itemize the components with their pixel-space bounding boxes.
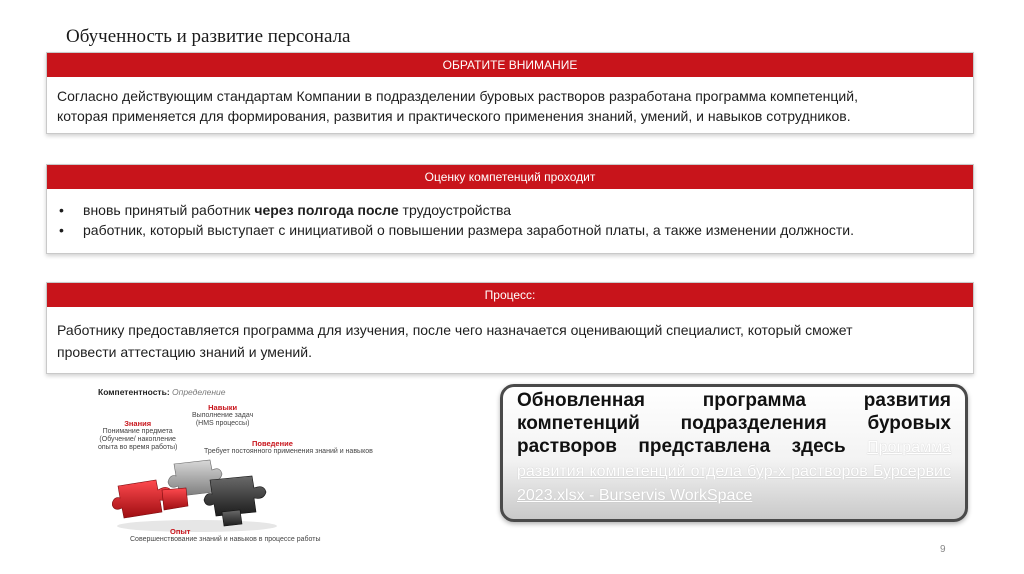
assessment-body xyxy=(47,189,973,240)
assessment-list xyxy=(57,200,961,240)
assessment-header: Оценку компетенций проходит xyxy=(47,165,973,189)
experience-desc: Совершенствование знаний и навыков в процессе работы xyxy=(130,536,321,543)
behavior-desc: Требует постоянного применения знаний и навыков xyxy=(204,448,373,455)
behavior-label: Поведение xyxy=(252,439,293,448)
skills-label: Навыки xyxy=(208,403,238,412)
puzzle-piece-dark-tab xyxy=(222,510,242,526)
item-text: трудоустройства xyxy=(398,202,512,218)
knowledge-desc: опыта во время работы) xyxy=(98,444,178,451)
knowledge-label: Знания xyxy=(124,419,152,428)
process-line-2: провести аттестацию знаний и умений. xyxy=(57,344,312,360)
attention-box xyxy=(46,52,974,134)
item-text: вновь принятый работник xyxy=(83,202,255,218)
attention-header: ОБРАТИТЕ ВНИМАНИЕ xyxy=(47,53,973,77)
puzzle-illustration xyxy=(112,454,282,534)
page-number: 9 xyxy=(940,544,946,555)
process-box xyxy=(46,282,974,374)
competence-diagram xyxy=(92,380,373,555)
puzzle-piece-red-2 xyxy=(162,488,188,510)
skills-label-group xyxy=(192,404,253,428)
program-link[interactable]: Программа развития компетенций отдела бур-х растворов Бурсервис 2023.xlsx - Burservis WorkSpace xyxy=(517,439,951,504)
process-line-1: Работнику предоставляется программа для изучения, после чего назначается оценивающий специалист, который сможет xyxy=(57,322,853,338)
bullet-icon: • xyxy=(59,202,64,218)
callout-text-block xyxy=(517,389,951,507)
skills-desc: Выполнение задач xyxy=(192,412,254,419)
attention-body xyxy=(47,77,973,126)
knowledge-desc: (Обучение/ накопление xyxy=(99,436,176,443)
list-item xyxy=(57,200,961,220)
bullet-icon: • xyxy=(59,222,64,238)
callout-text: Обновленная программа развития компетенций подразделения буровых растворов представлена здесь xyxy=(517,390,951,457)
item-text: работник, который выступает с инициативой о повышении размера заработной платы, а также изменении должности. xyxy=(83,222,855,238)
skills-desc: (HMS процессы) xyxy=(195,420,250,427)
program-callout xyxy=(500,384,968,522)
diagram-title-sub: Определение xyxy=(172,387,226,397)
experience-label-group xyxy=(130,528,320,544)
process-body xyxy=(47,307,973,363)
knowledge-label-group xyxy=(98,420,177,452)
assessment-box xyxy=(46,164,974,254)
attention-line-2: которая применяется для формирования, развития и практического применения знаний, умений, и навыков сотрудников. xyxy=(57,108,851,124)
list-item xyxy=(57,220,961,240)
process-header: Процесс: xyxy=(47,283,973,307)
diagram-title xyxy=(98,388,225,396)
item-bold-text: через полгода после xyxy=(254,202,399,218)
slide-title: Обученность и развитие персонала xyxy=(66,26,351,47)
puzzle-piece-dark xyxy=(204,476,266,516)
diagram-title-main: Компетентность: xyxy=(98,387,170,397)
knowledge-desc: Понимание предмета xyxy=(102,428,173,435)
attention-line-1: Согласно действующим стандартам Компании в подразделении буровых растворов разработана программа компетенций, xyxy=(57,88,858,104)
experience-label: Опыт xyxy=(170,527,191,536)
